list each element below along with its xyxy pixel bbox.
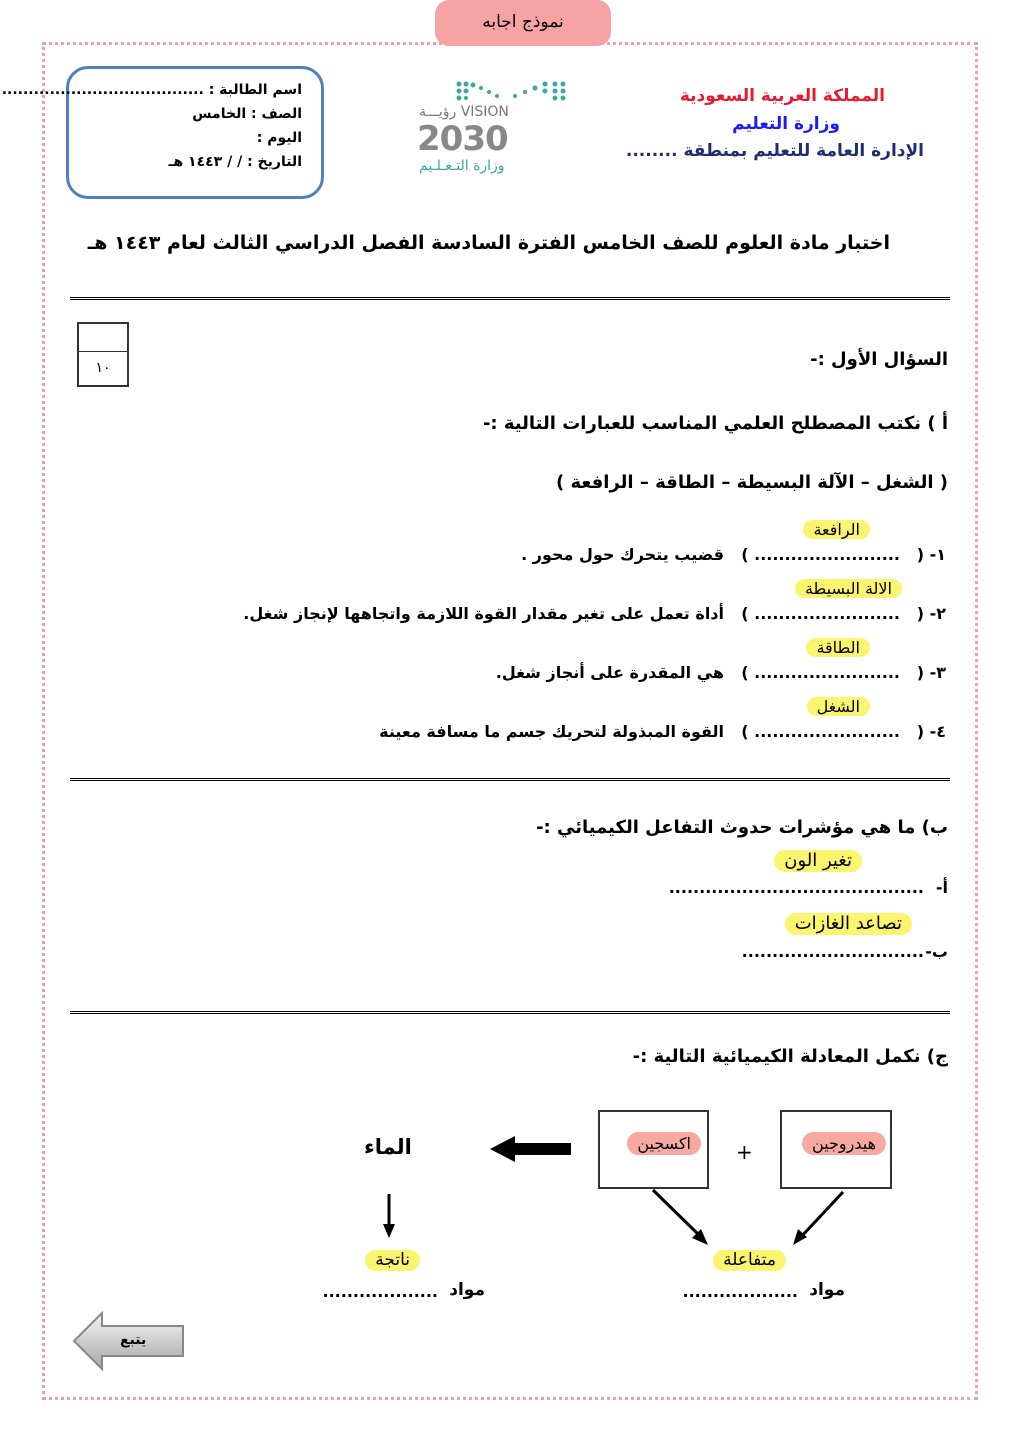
b-item-2-blank[interactable]: ..............................	[741, 942, 924, 961]
reactant-1-answer: هيدروجين	[802, 1132, 886, 1155]
answer-b-1: تغير الون	[774, 850, 862, 872]
item-text: القوة المبذولة لتحريك جسم ما مسافة معينة	[379, 722, 724, 741]
part-a-heading: أ ) نكتب المصطلح العلمي المناسب للعبارات التالية :-	[482, 413, 948, 434]
part-c-heading: ج) نكمل المعادلة الكيميائية التالية :-	[632, 1046, 948, 1067]
exam-title: اختبار مادة العلوم للصف الخامس الفترة السادسة الفصل الدراسي الثالث لعام ١٤٤٣ هـ	[87, 232, 890, 254]
item-blank[interactable]: ........................ )	[741, 604, 900, 623]
item-blank[interactable]: ........................ )	[741, 722, 900, 741]
term-choices: ( الشغل – الآلة البسيطة – الطاقة – الرافعة )	[555, 472, 948, 493]
part-b-heading: ب) ما هي مؤشرات حدوث التفاعل الكيميائي :-	[536, 817, 948, 838]
item-text: هي المقدرة على أنجاز شغل.	[495, 663, 724, 682]
b-item-1-blank[interactable]: ..........................................	[668, 878, 924, 897]
item-answer: الرافعة	[803, 520, 870, 539]
products-blank[interactable]: ...................	[322, 1282, 438, 1301]
day-field[interactable]: اليوم :	[256, 130, 302, 146]
item-blank[interactable]: ........................ )	[741, 663, 900, 682]
score-value: ١٠	[95, 360, 111, 376]
item-answer: الشغل	[807, 697, 870, 716]
next-page-button[interactable]	[72, 1311, 186, 1371]
date-field[interactable]: التاريخ : / / ١٤٤٣ هـ	[168, 154, 302, 170]
plus-sign: +	[736, 1140, 753, 1164]
reactants-label: مواد	[809, 1280, 845, 1300]
item-number: ١- (	[916, 545, 946, 564]
b-item-1-label: أ-	[935, 878, 948, 897]
item-text: قضيب يتحرك حول محور .	[521, 545, 724, 564]
ministry-name: وزارة التعليم	[732, 114, 840, 134]
item-number: ٣- (	[916, 663, 946, 682]
kingdom-name: المملكة العربية السعودية	[679, 86, 885, 106]
next-label: يتبع	[120, 1332, 147, 1348]
directorate-name: الإدارة العامة للتعليم بمنطقة ........	[625, 141, 924, 161]
reactant-2-answer: اكسجين	[627, 1132, 701, 1155]
product-water: الماء	[364, 1135, 412, 1159]
item-blank[interactable]: ........................ )	[741, 545, 900, 564]
answer-b-2: تصاعد الغازات	[785, 913, 912, 935]
student-name-field[interactable]: اسم الطالبة : ......................................	[1, 82, 302, 98]
reactants-blank[interactable]: ...................	[682, 1282, 798, 1301]
products-answer: ناتجة	[365, 1250, 420, 1271]
item-text: أداة تعمل على تغير مقدار القوة اللازمة واتجاهها لإنجاز شغل.	[243, 604, 724, 623]
item-number: ٤- (	[916, 722, 946, 741]
logo-year-text: 2030	[417, 119, 508, 159]
logo-vision-text: VISION رؤيـــة	[419, 104, 509, 120]
products-label: مواد	[449, 1280, 485, 1300]
item-answer: الطاقة	[806, 638, 870, 657]
grade-field: الصف : الخامس	[192, 106, 302, 122]
reactants-answer: متفاعلة	[713, 1250, 786, 1271]
b-item-2-label: ب-	[925, 942, 948, 961]
item-answer: الالة البسيطة	[795, 579, 902, 598]
item-number: ٢- (	[916, 604, 946, 623]
question-1-heading: السؤال الأول :-	[810, 349, 948, 370]
logo-ministry-text: وزارة التـعـلـيم	[419, 158, 505, 174]
answer-key-tab: نموذج اجابه	[435, 0, 611, 46]
